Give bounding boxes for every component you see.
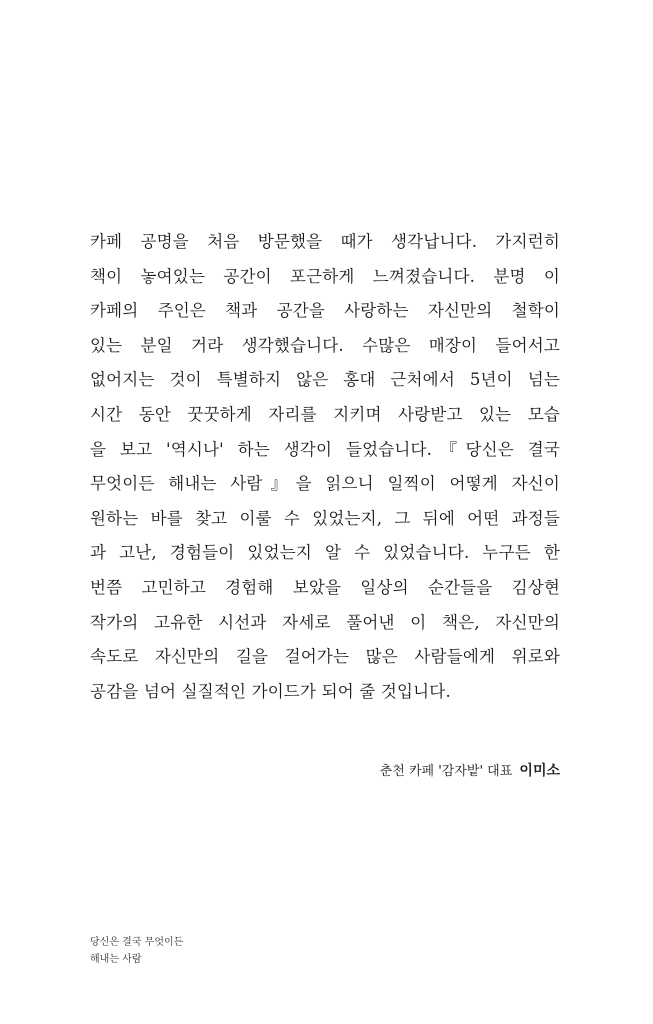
running-footer-line: 당신은 결국 무엇이든 [90,937,184,948]
text-line: 카페 공명을 처음 방문했을 때가 생각납니다. 가지런히 [90,232,560,251]
text-line: 책이 놓여있는 공간이 포근하게 느껴졌습니다. 분명 이 [90,266,560,286]
running-footer-line: 해내는 사람 [90,954,142,965]
text-line: 과 고난, 경험들이 있었는지 알 수 있었습니다. 누구든 한 [90,543,560,563]
text-line: 번쯤 고민하고 경험해 보았을 일상의 순간들을 김상현 [90,577,560,597]
running-footer [90,934,183,968]
text-line: 작가의 고유한 시선과 자세로 풀어낸 이 책은, 자신만의 [90,612,560,632]
endorser-affiliation: 춘천 카페 '감자밭' 대표 [379,764,513,779]
endorser-name: 이미소 [519,763,560,779]
text-line: 시간 동안 꿋꿋하게 자리를 지키며 사랑받고 있는 모습 [90,404,560,424]
text-line: 무엇이든 해내는 사람』을 읽으니 일찍이 어떻게 자신이 [90,474,560,494]
text-line: 있는 분일 거라 생각했습니다. 수많은 매장이 들어서고 [90,335,560,355]
text-line: 속도로 자신만의 길을 걸어가는 많은 사람들에게 위로와 [90,647,560,667]
endorsement-text [90,225,560,709]
endorser-signature [380,760,560,780]
text-line: 공감을 넘어 실질적인 가이드가 되어 줄 것입니다. [90,681,451,701]
text-line: 없어지는 것이 특별하지 않은 홍대 근처에서 5년이 넘는 [90,370,560,390]
text-line: 을 보고 '역시나' 하는 생각이 들었습니다.『당신은 결국 [90,439,560,459]
text-line: 카페의 주인은 책과 공간을 사랑하는 자신만의 철학이 [90,301,560,321]
text-line: 원하는 바를 찾고 이룰 수 있었는지, 그 뒤에 어떤 과정들 [90,508,560,528]
